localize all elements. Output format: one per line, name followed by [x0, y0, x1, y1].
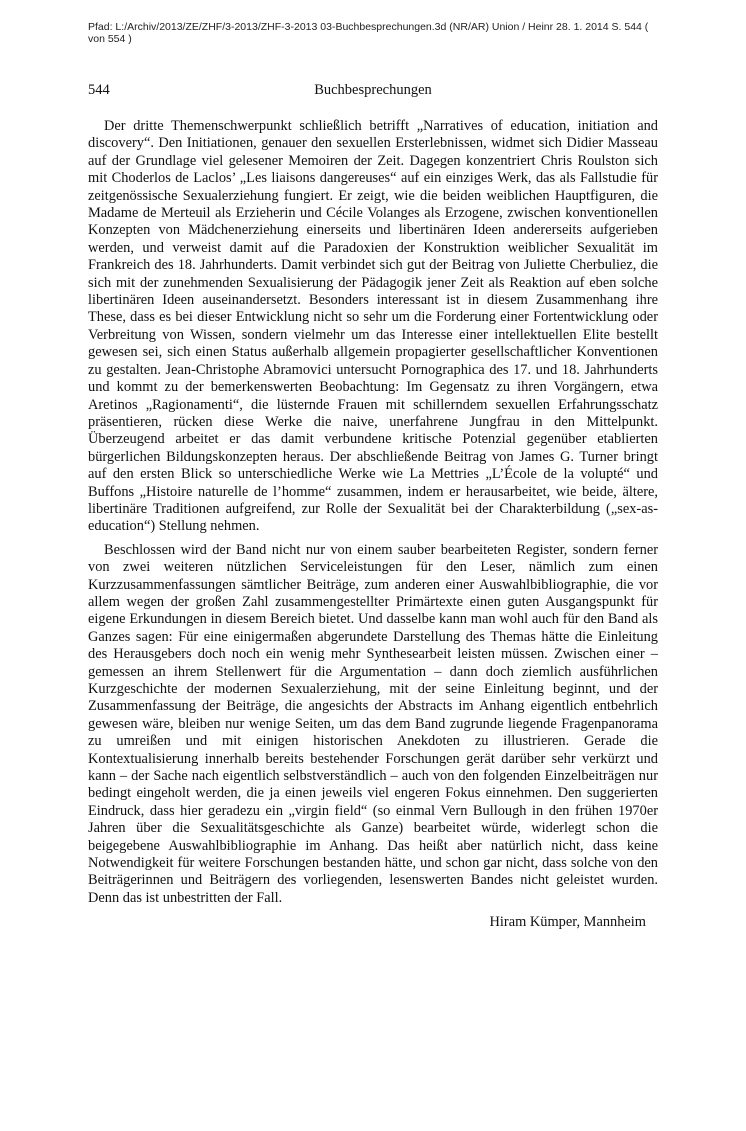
reviewer-signature: Hiram Kümper, Mannheim [489, 914, 646, 931]
review-body [88, 118, 658, 932]
running-head: Buchbesprechungen [314, 82, 432, 98]
paragraph-conclusion: Beschlossen wird der Band nicht nur von einem sauber bearbeiteten Register, sondern ferner von zwei weiteren nützlichen Serviceleistungen für den Leser, nämlich zum einen Kurzzusammenfassungen sämtlicher Beiträge, zum anderen einer Auswahlbibliographie, die vor allem wegen der großen Zahl zusammengestellter Primärtexte einen guten Ausgangspunkt für eigene Erkundungen in diesem Bereich bietet. Und dasselbe kann man wohl auch für den Band als Ganzes sagen: Für eine einigermaßen abgerundete Darstellung des Themas hätte die Einleitung des Herausgebers doch noch ein wenig mehr Synthesearbeit leisten müssen. Zwischen einer – gemessen an ihrem Stellenwert für die Argumentation – dann doch ziemlich ausführlichen Kurzgeschichte der modernen Sexualerziehung, mit der seine Einleitung beginnt, und der Zusammenfassung der Beiträge, die angesichts der Abstracts im Anhang eigentlich entbehrlich gewesen wäre, bleiben nur wenige Seiten, um das dem Band zugrunde liegende Fragenpanorama zu umreißen und mit einigen historischen Anekdoten zu illustrieren. Gerade die Kontextualisierung innerhalb bereits bestehender Forschungen gerät darüber sehr verkürzt und kann – der Sache nach eigentlich selbstverständlich – auch von den folgenden Einzelbeiträgen nur bedingt eingeholt werden, die ja einen jeweils viel engeren Fokus einnehmen. Den suggerierten Eindruck, dass hier geradezu ein „virgin field“ (so einmal Vern Bullough in den frühen 1970er Jahren über die Sexualitätsgeschichte als Ganze) bearbeitet würde, widerlegt schon die beigegebene Auswahlbibliographie im Anhang. Das heißt aber natürlich nicht, dass keine Notwendigkeit für weitere Forschungen bestanden hätte, und schon gar nicht, dass solche von den Beiträgerinnen und Beiträgern des vorliegenden, lesenswerten Bandes nicht geleistet wurden. Denn das ist unbestritten der Fall. [88, 541, 658, 906]
paragraph-third-theme: Der dritte Themenschwerpunkt schließlich betrifft „Narratives of education, initiation and discovery“. Den Initiationen, genauer den sexuellen Ersterlebnissen, widmet sich Didier Masseau auf der Grundlage viel gelesener Memoiren der Zeit. Dagegen konzentriert Chris Roulston sich mit Choderlos de Laclos’ „Les liaisons dangereuses“ auf ein einziges Werk, das als Fallstudie für zeitgenössische Sexualerziehung fungiert. Er zeigt, wie die beiden weiblichen Hauptfiguren, die Madame de Merteuil als Erzieherin und Cécile Volanges als Erzogene, zwischen konventionellen Konzepten von Mädchenerziehung einerseits und libertinären Ideen andererseits aufgerieben werden, und verweist damit auf die Paradoxien der Konstruktion weiblicher Sexualität im Frankreich des 18. Jahrhunderts. Damit verbindet sich gut der Beitrag von Juliette Cherbuliez, die sich mit der zunehmenden Sexualisierung der Pädagogik jener Zeit als Reaktion auf eben solche libertinären Ideen auseinandersetzt. Besonders interessant ist in diesem Zusammenhang ihre These, dass es bei dieser Entwicklung nicht so sehr um die Forderung einer Fortentwicklung oder Verbreitung von Wissen, sondern vielmehr um das Interesse einer intellektuellen Elite bestellt gewesen sei, sich einen Status außerhalb allgemein propagierter gesellschaftlicher Konventionen zu gestalten. Jean-Christophe Abramovici untersucht Pornographica des 17. und 18. Jahrhunderts und kommt zu der bemerkenswerten Beobachtung: Im Gegensatz zu ihren Vorgängern, etwa Aretinos „Ragionamenti“, die lüsternde Frauen mit schillerndem sexuellen Erfahrungsschatz präsentieren, rücken diese Werke die naive, unerfahrene Jungfrau in den Mittelpunkt. Überzeugend arbeitet er das damit verbundene kritische Potenzial gegenüber etablierten bürgerlichen Bildungskonzepten heraus. Der abschließende Beitrag von James G. Turner bringt auf den ersten Blick so unterschiedliche Werke wie La Mettries „L’École de la volupté“ und Buffons „Histoire naturelle de l’homme“ zusammen, indem er herausarbeitet, wie beide, ältere, libertinäre Traditionen aufgreifend, zur Rolle der Sexualität bei der Charakterbildung („sex-as-education“) Stellung nehmen. [88, 118, 658, 535]
page-header [88, 82, 658, 102]
file-path-header: Pfad: L:/Archiv/2013/ZE/ZHF/3-2013/ZHF-3-2013 03-Buchbesprechungen.3d (NR/AR) Union / Heinr 28. 1. 2014 S. 544 ( von 554 ) [88, 21, 649, 45]
page-number: 544 [88, 82, 110, 98]
